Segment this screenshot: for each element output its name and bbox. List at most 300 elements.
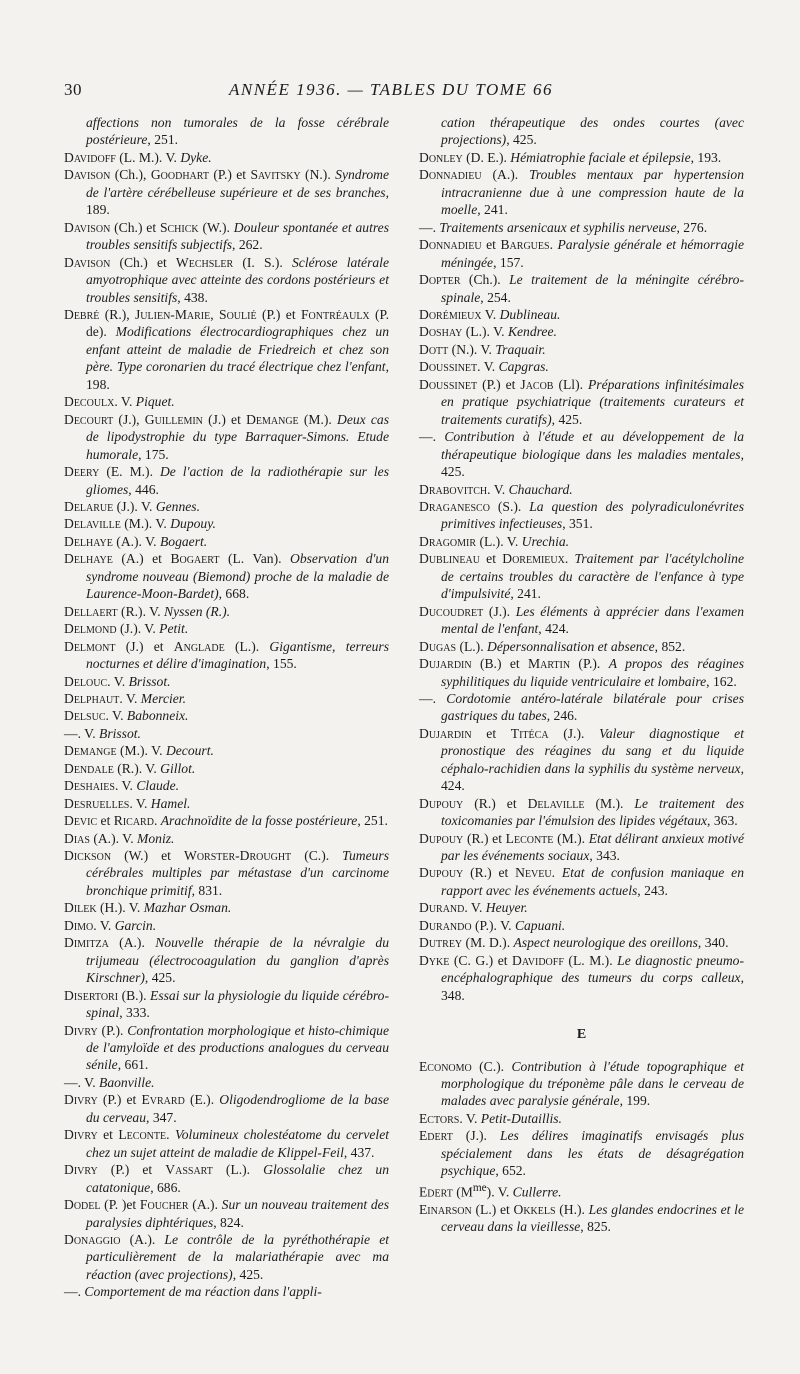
running-title: ANNÉE 1936. — TABLES DU TOME 66 — [229, 80, 554, 99]
entry-text: (J.). — [548, 725, 600, 741]
entry-text: (P.). V. — [471, 917, 515, 933]
entry-text: , 351. — [562, 516, 593, 532]
entry-text: . — [166, 1127, 175, 1143]
index-entry — [64, 1196, 389, 1231]
entry-text: , 254. — [480, 289, 511, 305]
author-name: Donnadieu — [419, 237, 482, 253]
author-name: Schick — [159, 219, 199, 235]
index-entry — [419, 725, 744, 795]
entry-text: —. — [419, 219, 440, 235]
entry-title: Dépersonnalisation et absence — [487, 638, 655, 654]
entry-title: Piquet. — [135, 394, 175, 410]
entry-text: , 652. — [495, 1163, 526, 1179]
entry-text: . V. — [107, 673, 129, 689]
entry-text: (J.) et — [202, 411, 247, 427]
entry-text: (L.). — [456, 638, 487, 654]
index-entry — [64, 847, 389, 899]
index-columns — [64, 114, 756, 1359]
entry-text: , 425. — [551, 411, 583, 427]
entry-title: Arachnoïdite de la fosse postérieure — [160, 813, 358, 829]
author-name: Delmond — [64, 621, 117, 637]
entry-text: (R.) et — [463, 865, 516, 881]
index-entry — [419, 934, 744, 951]
entry-title: Le traitement de la méningite cérébro-spinale — [441, 272, 744, 305]
author-name: Ducoudret — [419, 603, 484, 619]
index-entry — [64, 760, 389, 777]
entry-text: , 446. — [128, 481, 159, 497]
entry-text: (M.). — [584, 795, 635, 811]
entry-title: affections non tumorales de la fosse cérébrale postérieure — [86, 115, 389, 148]
index-entry — [419, 358, 744, 375]
entry-title: Contribution à l'étude topographique et morphologique du tréponème pâle dans le cerveau de malades avec paralysie générale — [441, 1058, 744, 1109]
entry-text: , 276. — [676, 219, 708, 235]
author-name: Foucher — [139, 1197, 189, 1213]
index-entry — [419, 341, 744, 358]
right-column — [419, 114, 744, 1236]
entry-title: Baonville. — [99, 1074, 155, 1090]
author-name: Titéca — [510, 725, 549, 741]
entry-text: (M. D.). — [462, 935, 514, 951]
entry-text: , 831. — [191, 882, 223, 898]
entry-text: (L. M.). — [563, 952, 618, 968]
entry-text: (W.) et — [111, 848, 184, 864]
entry-text: , 425. — [506, 132, 537, 148]
author-name: Divry — [64, 1162, 98, 1178]
entry-title: Brissot. — [128, 673, 171, 689]
entry-title: Hémiatrophie faciale et épilepsie — [510, 149, 691, 165]
index-entry — [419, 638, 744, 655]
index-entry — [64, 306, 389, 393]
author-name: Durand — [419, 900, 465, 916]
entry-text: , 175. — [138, 446, 169, 462]
entry-text: (J.). V. — [116, 621, 160, 637]
entry-text: , 668. — [218, 586, 250, 602]
index-entry — [419, 1180, 744, 1201]
author-name: Davison — [64, 254, 111, 270]
author-name: Doussinet — [419, 359, 478, 375]
entry-text: (N.). V. — [448, 341, 496, 357]
entry-title: Heuyer. — [485, 900, 528, 916]
entry-title: La question des polyradiculonévrites primitives infectieuses — [441, 498, 744, 532]
entry-text: (R.), — [99, 306, 136, 322]
author-name: Divry — [64, 1092, 98, 1108]
author-name: Ectors — [419, 1110, 460, 1126]
index-entry — [64, 707, 389, 724]
author-name: Edert — [419, 1184, 453, 1200]
index-entry — [64, 1022, 389, 1074]
entry-text: , 243. — [637, 882, 668, 898]
index-entry — [419, 149, 744, 166]
author-name: Economo — [419, 1058, 472, 1074]
entry-text: (C.). — [471, 1058, 512, 1074]
entry-text: , 162. — [706, 673, 737, 689]
entry-text: . V. — [114, 778, 137, 794]
entry-text: (P.). — [570, 656, 609, 672]
index-entry — [64, 166, 389, 218]
entry-text: (Ch.), — [110, 167, 151, 183]
entry-text: (L. M.). V. — [115, 149, 181, 165]
entry-text: (R.) et — [463, 795, 528, 811]
entry-text: (A.). — [120, 1232, 165, 1247]
entry-title: Traitement par l'acétylcholine de certains troubles du caractère de l'enfance à type d'impulsivité — [441, 551, 744, 602]
entry-title: Kendree. — [507, 324, 557, 340]
entry-text: (M.). V. — [120, 516, 171, 532]
author-name: Einarson — [419, 1201, 472, 1217]
index-entry — [64, 1126, 389, 1161]
index-entry — [419, 481, 744, 498]
entry-title: Cullerre. — [512, 1184, 562, 1200]
author-name: Goodhart — [150, 167, 209, 183]
index-entry — [419, 376, 744, 428]
entry-title: Etat de confusion maniaque en rapport avec les événements actuels — [441, 865, 745, 898]
entry-text: —. V. — [64, 1074, 100, 1090]
index-entry — [64, 603, 389, 620]
entry-title: Les glandes endocrines et le cerveau dans la vieillesse — [441, 1201, 744, 1235]
index-entry — [419, 830, 744, 865]
entry-text: , 262. — [232, 237, 263, 253]
entry-text: (J.). — [452, 1128, 500, 1144]
author-name: Dott — [419, 341, 449, 357]
entry-title: Oligodendrogliome de la base du cerveau — [86, 1092, 389, 1125]
entry-title: Valeur diagnostique et pronostique des réagines du sang et du liquide céphalo-rachidien dans la syphilis du système nerveux — [441, 725, 744, 776]
entry-text: —. — [419, 690, 447, 706]
author-name: Dimo — [64, 917, 94, 933]
entry-title: Mazhar Osman. — [143, 900, 232, 916]
entry-title: Préparations infinitésimales en pratique psychiatrique (traitements curateurs et traitements curatifs) — [441, 376, 744, 427]
author-name: Vassart — [165, 1162, 213, 1178]
entry-title: Nyssen (R.). — [164, 603, 231, 619]
author-name: Dupouy — [419, 795, 464, 811]
index-entry — [64, 917, 389, 934]
entry-text: (B.). — [118, 987, 151, 1003]
author-name: Delaville — [64, 516, 121, 532]
entry-text: (Ch.) et — [110, 219, 160, 235]
entry-text: (R.). V. — [113, 760, 161, 776]
entry-text: (M.). — [298, 411, 337, 427]
author-name: Dorémieux — [419, 306, 482, 322]
author-name: Jacob — [520, 376, 554, 392]
index-entry — [64, 149, 389, 166]
entry-text: (P. de). — [86, 306, 389, 340]
entry-title: Cordotomie antéro-latérale bilatérale pour crises gastriques du tabes — [441, 690, 744, 724]
author-name: Edert — [419, 1128, 453, 1144]
author-name: Guillemin — [144, 411, 203, 427]
author-name: Delhaye — [64, 533, 113, 549]
index-entry — [64, 673, 389, 690]
author-name: Delaville — [527, 795, 585, 811]
entry-text: (L. Van). — [219, 551, 291, 567]
entry-title: Le contrôle de la pyréthothérapie et particulièrement de la malariathérapie avec ma réaction (avec projections) — [86, 1232, 389, 1282]
entry-text: , 852. — [654, 638, 686, 654]
index-entry — [419, 952, 744, 1004]
entry-text: (M.). — [553, 830, 589, 846]
author-name: Neveu — [515, 865, 552, 881]
index-entry — [419, 323, 744, 340]
entry-text: (E.). — [184, 1092, 220, 1108]
entry-text: , 661. — [117, 1057, 149, 1073]
entry-title: Dublineau. — [499, 306, 561, 322]
entry-text: (P.) et — [97, 1162, 166, 1178]
entry-text: (L.). V. — [462, 324, 508, 340]
left-column — [64, 114, 389, 1301]
index-entry — [419, 219, 744, 236]
index-entry — [419, 917, 744, 934]
index-entry — [64, 515, 389, 532]
index-entry — [64, 1161, 389, 1196]
entry-text: (A.). — [108, 935, 156, 951]
author-name: Delmont — [64, 638, 116, 654]
entry-title: Aspect neurologique des oreillons — [513, 935, 698, 951]
entry-title: Deux cas de lipodystrophie du type Barraquer-Simons. Etude humorale — [86, 411, 389, 462]
entry-text: . V. — [487, 481, 509, 497]
entry-title: Observation d'un syndrome nouveau (Biemond) proche de la maladie de Laurence-Moon-Bardet) — [86, 551, 390, 602]
author-name: Donley — [419, 149, 463, 165]
index-entry — [419, 306, 744, 323]
author-name: Davison — [64, 219, 111, 235]
author-name: Julien-Marie — [135, 306, 211, 322]
entry-text: (S.). — [489, 498, 530, 514]
author-name: Drabovitch — [419, 481, 488, 497]
entry-title: Mercier. — [140, 690, 186, 706]
entry-text: , 157. — [493, 254, 524, 270]
entry-title: Hamel. — [150, 795, 191, 811]
author-name: Desruelles — [64, 795, 130, 811]
entry-title: Sclérose latérale amyotrophique avec atteinte des cordons postérieurs et troubles sensitifs — [86, 254, 389, 305]
entry-title: Chauchard. — [508, 481, 573, 497]
entry-text: —. — [64, 1284, 85, 1300]
entry-text: (P.) et — [256, 306, 301, 322]
entry-text: , 246. — [546, 708, 578, 724]
entry-text: et — [479, 551, 503, 567]
entry-text: (J.). V. — [113, 498, 156, 514]
index-entry — [64, 620, 389, 637]
author-name: Soulié — [219, 306, 257, 322]
author-name: Bargues — [500, 237, 550, 253]
entry-title: Paralysie générale et hémorragie méningée — [441, 237, 745, 270]
author-name: Evrard — [141, 1092, 185, 1108]
index-entry — [419, 795, 744, 830]
entry-title: Syndrome de l'artère cérébelleuse supérieure et de ses branches — [86, 167, 389, 200]
entry-text: (W.). — [198, 219, 234, 235]
index-entry — [64, 1283, 389, 1300]
author-name: Decoulx — [64, 394, 115, 410]
author-name: Dickson — [64, 848, 112, 864]
author-name: Disertori — [64, 987, 119, 1003]
entry-title: Le diagnostic pneumo-encéphalographique des tumeurs du corps calleux — [441, 952, 744, 986]
author-name: Dodel — [64, 1197, 101, 1213]
index-entry — [64, 114, 389, 149]
entry-text: . V. — [464, 900, 486, 916]
author-name: Dendale — [64, 760, 114, 776]
index-entry — [64, 533, 389, 550]
entry-text: , 189. — [86, 184, 389, 218]
entry-text: (M — [452, 1184, 473, 1200]
page-number: 30 — [64, 80, 82, 99]
entry-text: (C. G.) et — [449, 952, 513, 968]
entry-title: Dyke. — [180, 149, 212, 165]
author-name: Davidoff — [64, 149, 116, 165]
entry-text: . — [551, 865, 562, 881]
author-name: Anglade — [173, 638, 225, 654]
index-entry — [64, 254, 389, 306]
entry-title: Petit-Dutaillis. — [480, 1110, 562, 1126]
index-entry — [64, 812, 389, 829]
entry-title: De l'action de la radiothérapie sur les gliomes — [86, 464, 390, 497]
author-name: Doussinet — [419, 376, 478, 392]
author-name: Demange — [64, 743, 117, 759]
entry-text: , 347. — [146, 1109, 177, 1125]
author-name: Davison — [64, 167, 111, 183]
author-name: Leconte — [118, 1127, 167, 1143]
entry-title: Contribution à l'étude et au développement de la thérapeutique biologique dans les maladies mentales — [441, 429, 744, 462]
right-column-e-entries — [419, 1058, 744, 1236]
entry-text: , 824. — [213, 1214, 244, 1230]
entry-text: (I. S.). — [233, 254, 292, 270]
entry-text: (J.). — [483, 603, 516, 619]
entry-title: Urechia. — [521, 533, 570, 549]
entry-text: (L.). — [212, 1162, 264, 1178]
entry-title: Moniz. — [137, 830, 175, 846]
author-name: Dujardin — [419, 725, 472, 741]
entry-text: (P.). — [97, 1022, 128, 1038]
entry-text: , 438. — [177, 289, 208, 305]
index-entry — [64, 690, 389, 707]
entry-title: Dupouy. — [170, 516, 216, 532]
entry-text: , 199. — [619, 1093, 651, 1109]
author-name: Delphaut — [64, 690, 120, 706]
author-name: Bogaert — [170, 551, 220, 567]
entry-text: (N.). — [300, 167, 336, 183]
index-entry — [419, 690, 744, 725]
entry-text: , 193. — [690, 149, 722, 165]
author-name: Dujardin — [419, 656, 472, 672]
entry-text: (E. M.). — [99, 464, 160, 480]
entry-text: , 155. — [266, 656, 297, 672]
index-entry — [419, 550, 744, 602]
entry-text: , 686. — [150, 1179, 181, 1195]
entry-title: Gigantisme, terreurs nocturnes et délire d'imagination — [86, 638, 389, 672]
entry-text: (Ch.). — [460, 272, 510, 288]
author-name: Dupouy — [419, 865, 464, 881]
entry-text: (L.). V. — [476, 533, 522, 549]
entry-text: (R.). V. — [117, 603, 164, 619]
author-name: Wechsler — [175, 254, 234, 270]
entry-text: (A.). V. — [89, 830, 138, 846]
author-name: Delsuc — [64, 708, 106, 724]
author-name: Delarue — [64, 498, 114, 514]
entry-text: (A.) et — [112, 551, 171, 567]
author-name: Dimitza — [64, 935, 109, 951]
entry-title: Modifications électrocardiographiques chez un enfant atteint de maladie de Friedreich et chez son père. Type coronarien du tracé électrique chez l'enfant — [86, 324, 389, 375]
author-name: Dias — [64, 830, 90, 846]
index-entry — [419, 655, 744, 690]
entry-title: Les éléments à apprécier dans l'examen mental de l'enfant — [441, 603, 744, 637]
entry-title: Traitements arsenicaux et syphilis nerveuse — [439, 219, 677, 235]
index-entry — [64, 1231, 389, 1283]
entry-text: (J.), — [113, 411, 145, 427]
author-name: Demange — [246, 411, 299, 427]
entry-text: (A.). — [481, 167, 530, 183]
entry-text: , 424. — [538, 621, 569, 637]
entry-text: , 363. — [707, 813, 738, 829]
index-entry — [419, 1110, 744, 1127]
entry-text: (D. E.). — [462, 149, 511, 165]
author-name: Donnadieu — [419, 167, 482, 183]
entry-text: . V. — [114, 394, 136, 410]
entry-text: —. V. — [64, 725, 100, 741]
entry-text: (J.) et — [115, 638, 174, 654]
entry-title: Brissot. — [99, 725, 141, 741]
author-name: Dilek — [64, 900, 97, 916]
index-entry — [419, 864, 744, 899]
entry-title: Nouvelle thérapie de la névralgie du trijumeau (électrocoagulation du ganglion d'après Kirschner) — [86, 935, 389, 986]
index-entry — [64, 830, 389, 847]
index-entry — [64, 393, 389, 410]
entry-title: Capgras. — [498, 359, 549, 375]
entry-text: , 825. — [580, 1219, 611, 1235]
entry-text: , 343. — [589, 848, 620, 864]
index-entry — [64, 934, 389, 986]
entry-text: (Ch.) et — [110, 254, 176, 270]
entry-text: (L.). — [224, 638, 270, 654]
author-name: Durando — [419, 917, 472, 933]
author-name: Okkels — [513, 1201, 556, 1217]
entry-title: Etat délirant anxieux motivé par les événements sociaux — [441, 830, 744, 864]
index-entry — [419, 899, 744, 916]
author-name: Fontréaulx — [300, 306, 370, 322]
index-entry — [64, 725, 389, 742]
entry-title: Gillot. — [160, 760, 196, 776]
entry-text: , 425. — [232, 1266, 264, 1282]
entry-title: Les délires imaginatifs envisagés plus spécialement dans les états de désagrégation psychique — [441, 1128, 744, 1179]
index-entry — [64, 638, 389, 673]
entry-text: (R.) et — [463, 830, 506, 846]
entry-title: Troubles mentaux par hypertension intracranienne due à une compression haute de la moelle — [441, 167, 744, 218]
entry-title: Babonneix. — [126, 708, 189, 724]
index-entry — [419, 236, 744, 271]
entry-text: —. — [419, 429, 445, 445]
index-entry — [419, 498, 744, 533]
entry-title: Capuani. — [514, 917, 566, 933]
entry-text: (Ll). — [553, 376, 588, 392]
author-name: Devic — [64, 813, 98, 829]
entry-title: Sur un nouveau traitement des paralysies diphtériques — [86, 1197, 389, 1230]
author-name: Martin — [528, 656, 571, 672]
entry-text: V. — [481, 306, 500, 322]
entry-text: ). V. — [486, 1184, 513, 1200]
author-name: Ricard — [113, 813, 154, 829]
entry-text: (H.). — [555, 1201, 589, 1217]
entry-text: , 424. — [441, 760, 744, 794]
author-name: Davidoff — [512, 952, 564, 968]
entry-text: (L.) et — [471, 1201, 514, 1217]
entry-title: Gennes. — [155, 498, 200, 514]
entry-title: Claude. — [136, 778, 180, 794]
index-entry — [419, 1201, 744, 1236]
author-name: Dopter — [419, 272, 461, 288]
author-name: Doshay — [419, 324, 463, 340]
entry-text: (P.) et — [208, 167, 251, 183]
author-name: Decourt — [64, 411, 114, 427]
superscript: me — [472, 1181, 487, 1194]
author-name: Doremieux — [502, 551, 565, 567]
entry-text: , 241. — [477, 202, 508, 218]
entry-text: , 425. — [144, 970, 176, 986]
entry-title: A propos des réagines syphilitiques du liquide ventriculaire et lombaire — [441, 656, 745, 689]
author-name: Dellaert — [64, 603, 118, 619]
entry-text: , 251. — [357, 813, 388, 829]
running-header — [64, 80, 754, 104]
